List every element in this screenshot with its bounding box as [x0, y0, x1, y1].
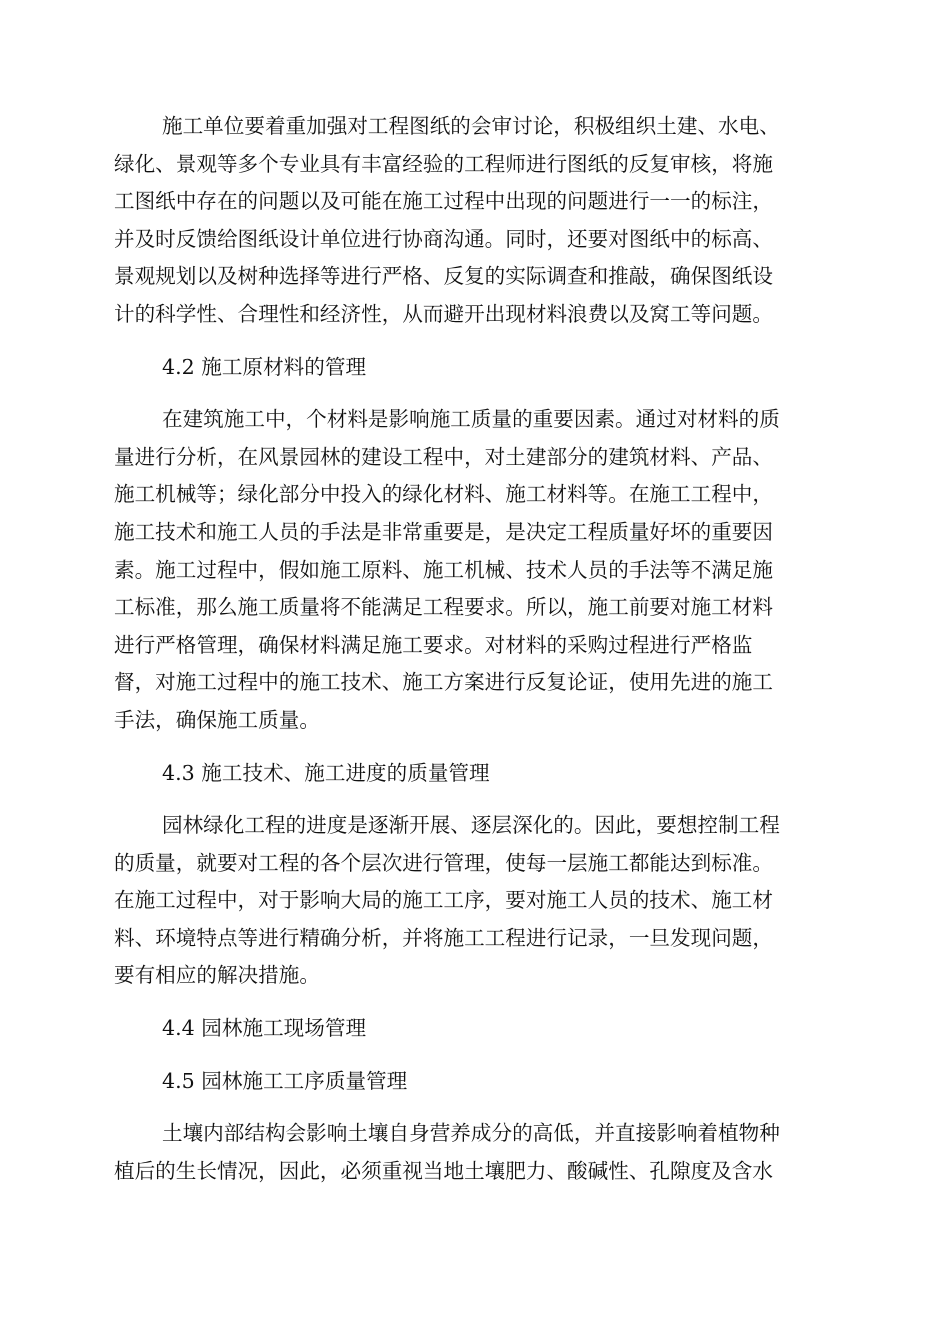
text-line: 在施工过程中，对于影响大局的施工工序，要对施工人员的技术、施工材: [114, 888, 773, 913]
text-line: 手法，确保施工质量。: [114, 707, 320, 732]
text-line: 施工技术和施工人员的手法是非常重要是，是决定工程质量好坏的重要因: [114, 519, 773, 544]
text-line: 在建筑施工中，个材料是影响施工质量的重要因素。通过对材料的质: [162, 407, 780, 432]
text-line: 工标准，那么施工质量将不能满足工程要求。所以，施工前要对施工材料: [114, 595, 773, 620]
text-line: 计的科学性、合理性和经济性，从而避开出现材料浪费以及窝工等问题。: [114, 301, 773, 326]
paragraph-progress-quality: [114, 807, 836, 995]
paragraph-raw-materials: [114, 401, 836, 739]
text-line: 施工机械等；绿化部分中投入的绿化材料、施工材料等。在施工工程中，: [114, 482, 773, 507]
document-body: [114, 108, 836, 1190]
text-line: 绿化、景观等多个专业具有丰富经验的工程师进行图纸的反复审核，将施: [114, 151, 773, 176]
paragraph-soil-structure: [114, 1115, 836, 1190]
text-line: 并及时反馈给图纸设计单位进行协商沟通。同时，还要对图纸中的标高、: [114, 226, 773, 251]
text-line: 土壤内部结构会影响土壤自身营养成分的高低，并直接影响着植物种: [162, 1121, 780, 1146]
text-line: 植后的生长情况，因此，必须重视当地土壤肥力、酸碱性、孔隙度及含水: [114, 1158, 773, 1183]
section-heading-4-2: 4.2 施工原材料的管理: [162, 354, 367, 379]
text-line: 的质量，就要对工程的各个层次进行管理，使每一层施工都能达到标准。: [114, 850, 773, 875]
section-heading-4-4: 4.4 园林施工现场管理: [162, 1016, 367, 1041]
text-line: 景观规划以及树种选择等进行严格、反复的实际调查和推敲，确保图纸设: [114, 264, 773, 289]
paragraph-drawing-review: [114, 108, 836, 334]
text-line: 料、环境特点等进行精确分析，并将施工工程进行记录，一旦发现问题，: [114, 925, 773, 950]
text-line: 工图纸中存在的问题以及可能在施工过程中出现的问题进行一一的标注，: [114, 189, 773, 214]
text-line: 进行严格管理，确保材料满足施工要求。对材料的采购过程进行严格监: [114, 632, 753, 657]
text-line: 园林绿化工程的进度是逐渐开展、逐层深化的。因此，要想控制工程: [162, 813, 780, 838]
text-line: 量进行分析，在风景园林的建设工程中，对土建部分的建筑材料、产品、: [114, 444, 773, 469]
text-line: 施工单位要着重加强对工程图纸的会审讨论，积极组织土建、水电、: [162, 114, 780, 138]
text-line: 要有相应的解决措施。: [114, 963, 320, 988]
section-heading-4-5: 4.5 园林施工工序质量管理: [162, 1068, 408, 1093]
text-line: 素。施工过程中，假如施工原料、施工机械、技术人员的手法等不满足施: [114, 557, 773, 582]
text-line: 督，对施工过程中的施工技术、施工方案进行反复论证，使用先进的施工: [114, 670, 773, 695]
section-heading-4-3: 4.3 施工技术、施工进度的质量管理: [162, 760, 490, 785]
